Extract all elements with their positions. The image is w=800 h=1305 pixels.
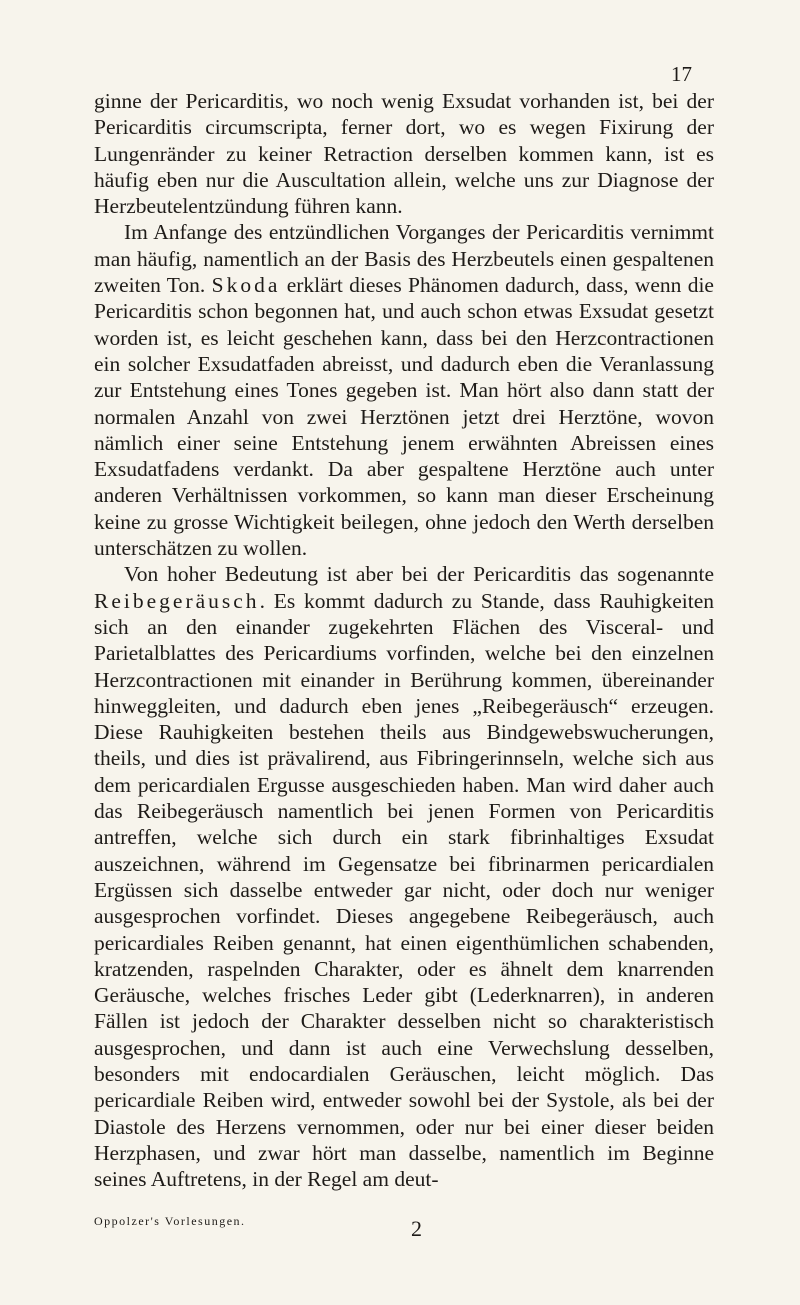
paragraph-2: [94, 219, 714, 561]
paragraph-2-text-a: Im Anfange des entzündlichen Vorganges der Pericarditis vernimmt man häufig, namentlich an der Basis des Herzbeutels einen gespaltenen zweiten Ton.: [94, 220, 714, 298]
paragraph-3-text-a: Von hoher Bedeutung ist aber bei der Pericarditis das sogenannte: [124, 562, 714, 587]
paragraph-3: [94, 561, 714, 1192]
signature-text: Oppolzer's Vorlesungen.: [94, 1214, 246, 1228]
author-name-skoda: Skoda: [211, 273, 281, 298]
page-number: 17: [671, 62, 692, 86]
paragraph-1: [94, 88, 714, 219]
paragraph-2-text-b: erklärt dieses Phänomen dadurch, dass, wenn die Pericarditis schon begonnen hat, und auch schon etwas Exsudat gesetzt worden ist, es leicht geschehen kann, dass bei den Herzcontractionen ein solcher Exsudatfaden abreisst, und dadurch eben die Veranlassung zur Entstehung eines Tones gegeben ist. Man hört also dann statt der normalen Anzahl von zwei Herztönen jetzt drei Herztöne, wovon nämlich einer seine Entstehung jenem erwähnten Abreissen eines Exsudatfadens verdankt. Da aber gespaltene Herztöne auch unter anderen Verhältnissen vorkommen, so kann man dieser Erscheinung keine zu grosse Wichtigkeit beilegen, ohne jedoch den Werth derselben unterschätzen zu wollen.: [94, 273, 714, 561]
paragraph-3-text-b: . Es kommt dadurch zu Stande, dass Rauhigkeiten sich an den einander zugekehrten Flächen des Visceral- und Parietalblattes des Pericardiums vorfinden, welche bei den einzelnen Herzcontractionen mit einander in Berührung kommen, übereinander hinweggleiten, und dadurch eben jenes „Reibegeräusch“ erzeugen. Diese Rauhigkeiten bestehen theils aus Bindgewebswucherungen, theils, und dies ist prävalirend, aus Fibringerinnseln, welche sich aus dem pericardialen Ergusse ausgeschieden haben. Man wird daher auch das Reibegeräusch namentlich bei jenen Formen von Pericarditis antreffen, welche sich durch ein stark fibrinhaltiges Exsudat auszeichnen, während im Gegensatze bei fibrinarmen pericardialen Ergüssen sich dasselbe entweder gar nicht, oder doch nur weniger ausgesprochen vorfindet. Dieses angegebene Reibegeräusch, auch pericardiales Reiben genannt, hat einen eigenthümlichen schabenden, kratzenden, raspelnden Charakter, oder es ähnelt dem knarrenden Geräusche, welches frisches Leder gibt (Lederknarren), in anderen Fällen ist jedoch der Charakter desselben nicht so charakteristisch ausgesprochen, und dann ist auch eine Verwechslung desselben, besonders mit endocardialen Geräuschen, leicht möglich. Das pericardiale Reiben wird, entweder sowohl bei der Systole, als bei der Diastole des Herzens vernommen, oder nur bei einer dieser beiden Herzphasen, und zwar hört man dasselbe, namentlich im Beginne seines Auftretens, in der Regel am deut-: [94, 588, 714, 1192]
term-reibegeraeusch: Reibegeräusch: [94, 588, 260, 613]
signature-mark: 2: [411, 1216, 422, 1241]
page-footer: [94, 1214, 714, 1241]
body-text: [94, 88, 714, 1192]
paragraph-1-text: ginne der Pericarditis, wo noch wenig Exsudat vorhanden ist, bei der Pericarditis circumscripta, ferner dort, wo es wegen Fixirung der Lungenränder zu keiner Retraction derselben kommen kann, ist es häufig eben nur die Auscultation allein, welche uns zur Diagnose der Herzbeutelentzündung führen kann.: [94, 89, 714, 219]
